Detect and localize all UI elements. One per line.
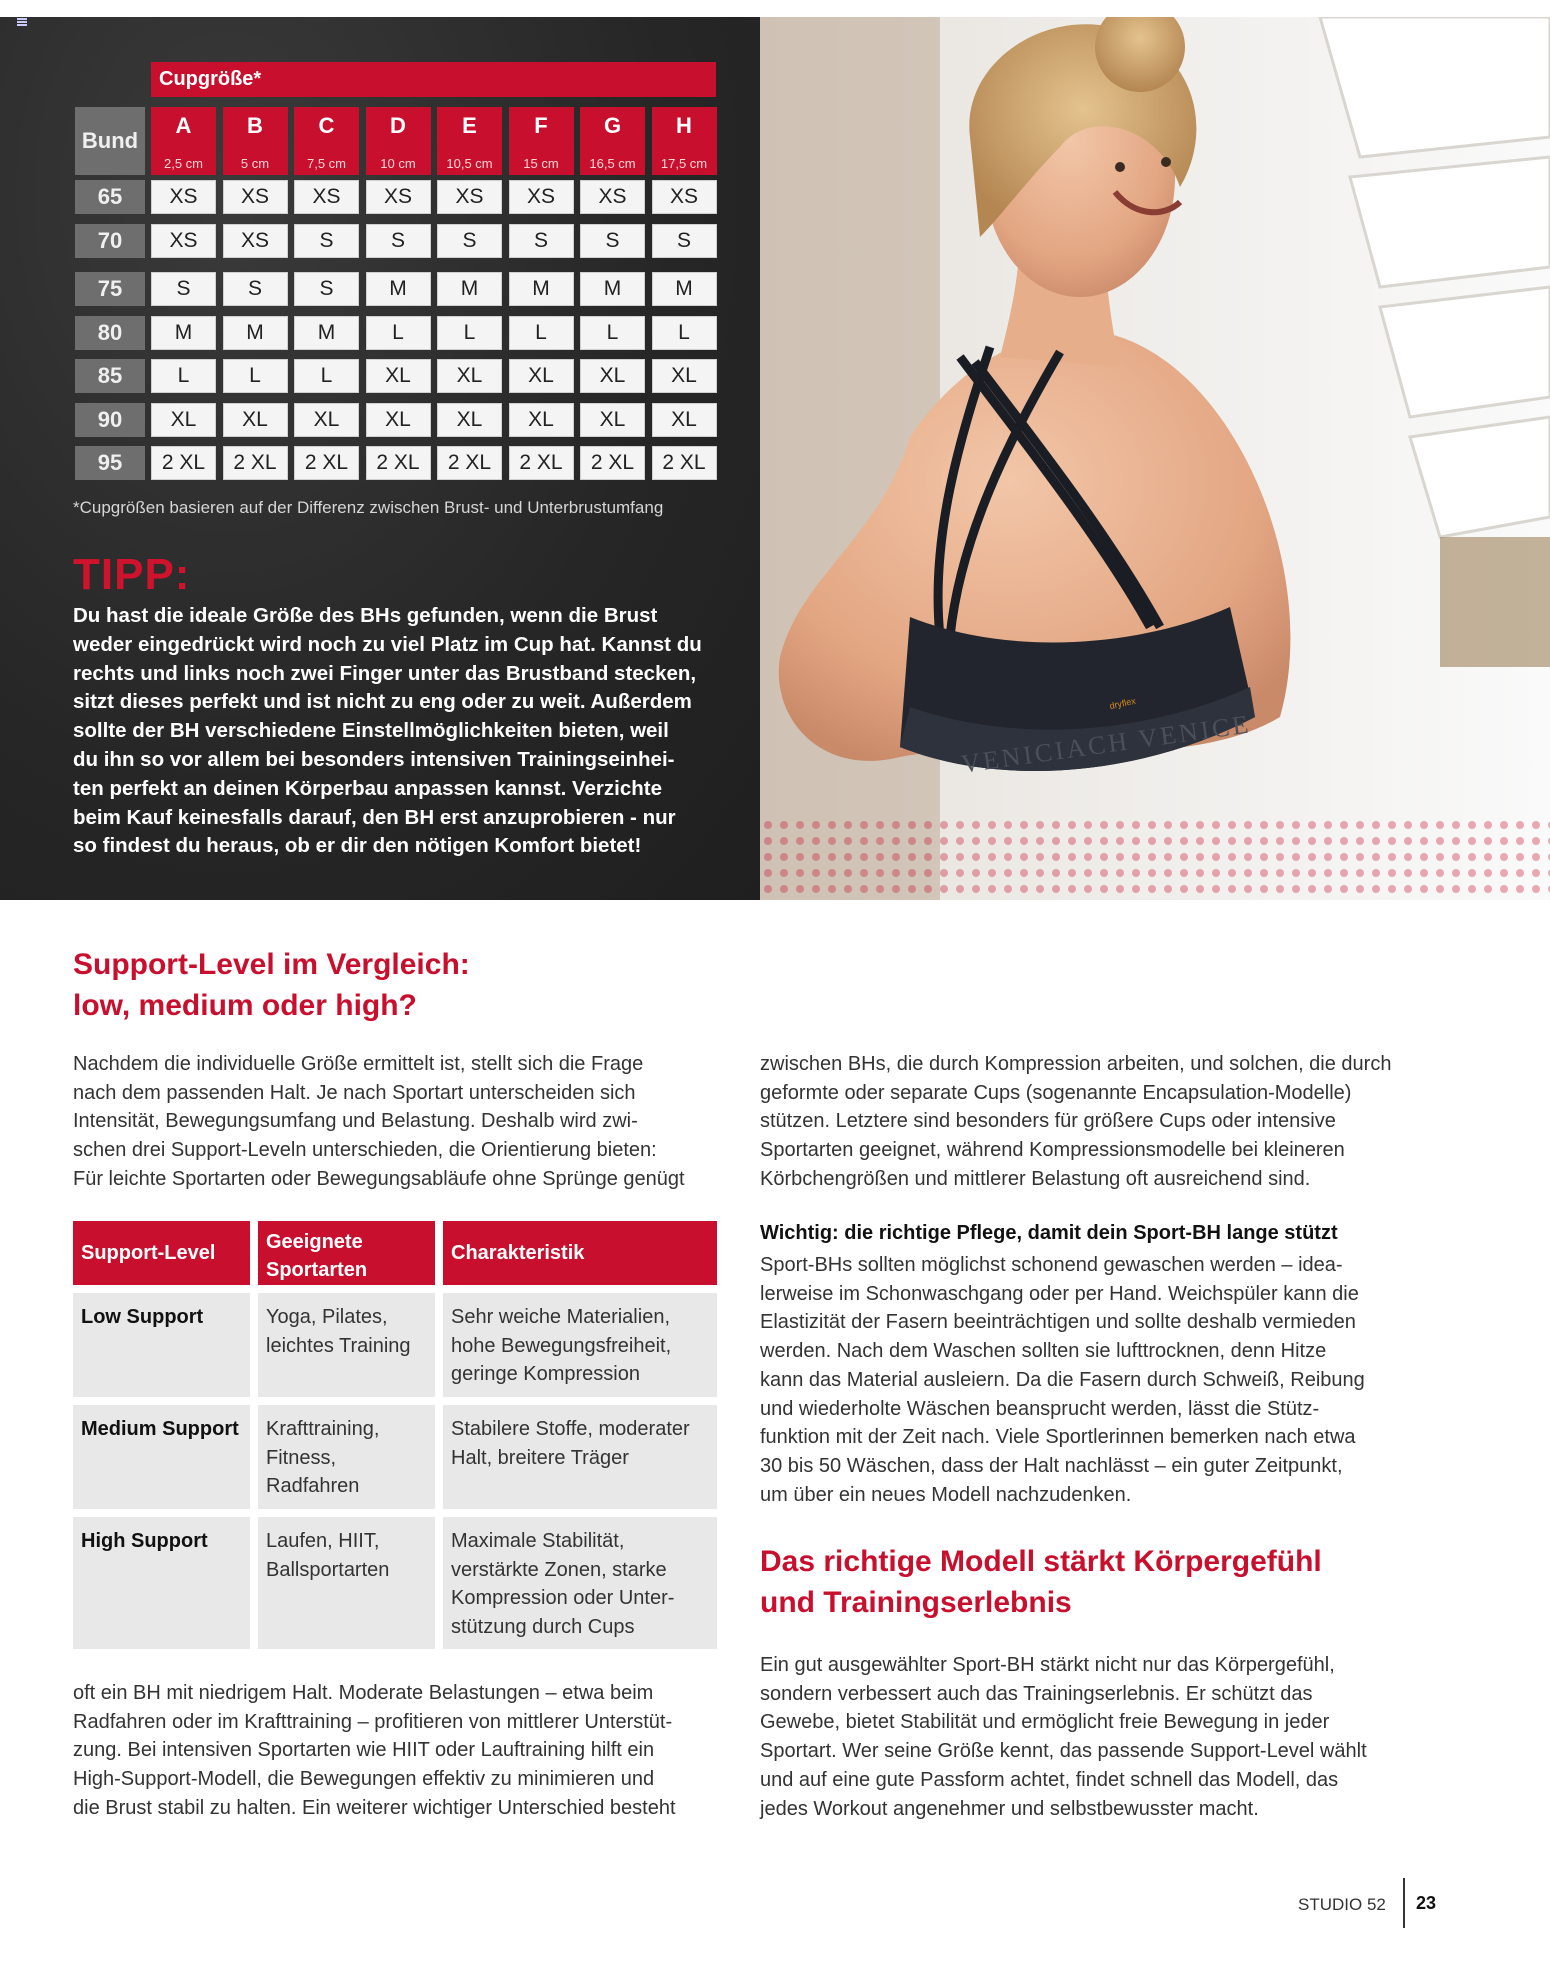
size-cell: 2 XL — [294, 446, 359, 480]
size-cell: M — [437, 272, 502, 306]
text-line: um über ein neues Modell nachzudenken. — [760, 1483, 1132, 1506]
size-cell: L — [437, 316, 502, 350]
support-table-header-level: Support-Level — [73, 1221, 250, 1285]
text-line: Nachdem die individuelle Größe ermittelt ist, stellt sich die Frage — [73, 1053, 644, 1075]
text-line: geformte oder separate Cups (sogenannte Encapsulation-Modelle) — [760, 1081, 1352, 1104]
size-cell: M — [509, 272, 574, 306]
magazine-name: STUDIO 52 — [1298, 1895, 1386, 1914]
size-cell: 2 XL — [652, 446, 717, 480]
bund-value: 90 — [75, 403, 145, 437]
bund-value: 85 — [75, 359, 145, 393]
cup-size-header: Cupgröße* — [151, 62, 716, 97]
size-cell: S — [151, 272, 216, 306]
cup-letter: C — [318, 113, 335, 138]
size-cell: M — [223, 316, 288, 350]
size-cell: 2 XL — [366, 446, 431, 480]
text-line: und auf eine gute Passform achtet, findet schnell das Modell, das — [760, 1768, 1339, 1791]
size-cell: XS — [294, 180, 359, 214]
size-cell: XS — [652, 180, 717, 214]
text-line: Sportarten geeignet, während Kompressionsmodelle bei kleineren — [760, 1139, 1345, 1162]
text-line: lerweise im Schonwaschgang oder per Hand. Weichspüler kann die — [760, 1282, 1359, 1305]
support-sports-medium: Krafttraining, Fitness, Radfahren — [258, 1405, 435, 1509]
size-cell: XL — [437, 359, 502, 393]
size-cell: L — [652, 316, 717, 350]
intro-right-text — [760, 1050, 1405, 1194]
support-sports-high: Laufen, HIIT, Ballsportarten — [258, 1517, 435, 1649]
size-cell: XS — [223, 180, 288, 214]
size-cell: XL — [151, 403, 216, 437]
text-line: Gewebe, bietet Stabilität und ermöglicht freie Bewegung in jeder — [760, 1711, 1330, 1734]
support-level-high: High Support — [73, 1517, 250, 1649]
size-cell: XL — [580, 403, 645, 437]
support-char-low: Sehr weiche Materialien, hohe Bewegungsfreiheit, geringe Kompression — [443, 1293, 717, 1397]
bund-header: Bund — [75, 107, 145, 175]
size-cell: S — [509, 224, 574, 258]
text-line: Für leichte Sportarten oder Bewegungsabläufe ohne Sprünge genügt — [73, 1167, 685, 1190]
support-char-high: Maximale Stabilität, verstärkte Zonen, starke Kompression oder Unter-stützung durch Cups — [443, 1517, 717, 1649]
cup-column-header — [151, 107, 216, 175]
bund-value: 75 — [75, 272, 145, 306]
size-cell: L — [366, 316, 431, 350]
bund-value: 80 — [75, 316, 145, 350]
size-cell: XL — [509, 403, 574, 437]
text-line: nach dem passenden Halt. Je nach Sportart unterscheiden sich — [73, 1081, 636, 1104]
cup-column-header — [652, 107, 717, 175]
size-cell: 2 XL — [509, 446, 574, 480]
size-cell: XS — [509, 180, 574, 214]
band-print: VENICIACH VENICE — [959, 709, 1253, 779]
cup-letter: H — [676, 113, 692, 138]
size-cell: XS — [366, 180, 431, 214]
tipp-line: rechts und links noch zwei Finger unter das Brustband stecken, — [73, 661, 697, 685]
text-line: Ein gut ausgewählter Sport-BH stärkt nicht nur das Körpergefühl, — [760, 1654, 1335, 1676]
footer-divider — [1403, 1878, 1405, 1928]
intro-left-text — [73, 1050, 718, 1194]
care-title: Wichtig: die richtige Pflege, damit dein Sport-BH lange stützt — [760, 1222, 1338, 1244]
sports-bra-photo — [760, 17, 1550, 900]
text-line: funktion mit der Zeit nach. Viele Sportlerinnen bemerken nach etwa — [760, 1426, 1356, 1449]
size-cell: XL — [294, 403, 359, 437]
model-title — [760, 1541, 1460, 1623]
text-line: High-Support-Modell, die Bewegungen effektiv zu minimieren und — [73, 1768, 655, 1791]
size-cell: S — [580, 224, 645, 258]
size-cell: L — [580, 316, 645, 350]
cup-difference: 10 cm — [380, 156, 416, 171]
size-cell: L — [509, 316, 574, 350]
bund-value: 65 — [75, 180, 145, 214]
text-line: zwischen BHs, die durch Kompression arbeiten, und solchen, die durch — [760, 1053, 1392, 1075]
text-line: jedes Workout angenehmer und selbstbewusster macht. — [760, 1797, 1259, 1820]
text-line: Sport-BHs sollten möglichst schonend gewaschen werden – idea- — [760, 1254, 1343, 1276]
size-cell: L — [151, 359, 216, 393]
model-title-line: Das richtige Modell stärkt Körpergefühl — [760, 1545, 1322, 1578]
tipp-text — [73, 602, 723, 861]
text-line: Körbchengrößen und mittlerer Belastung oft ausreichend sind. — [760, 1167, 1311, 1190]
support-table-header-characteristics: Charakteristik — [443, 1221, 717, 1285]
cup-letter: F — [534, 113, 548, 138]
size-cell: S — [294, 272, 359, 306]
size-cell: S — [652, 224, 717, 258]
text-line: die Brust stabil zu halten. Ein weiterer wichtiger Unterschied besteht — [73, 1796, 676, 1819]
support-level-medium: Medium Support — [73, 1405, 250, 1509]
support-title-line: low, medium oder high? — [73, 989, 417, 1022]
text-line: Elastizität der Fasern beeinträchtigen und sollte deshalb vermieden — [760, 1311, 1356, 1334]
support-char-medium: Stabilere Stoffe, moderater Halt, breitere Träger — [443, 1405, 717, 1509]
text-line: schen drei Support-Leveln unterschieden, die Orientierung bieten: — [73, 1139, 657, 1162]
cup-column-header — [294, 107, 359, 175]
size-cell: L — [294, 359, 359, 393]
cup-letter: G — [603, 113, 622, 138]
size-cell: M — [366, 272, 431, 306]
support-title-line: Support-Level im Vergleich: — [73, 948, 470, 981]
cup-difference: 7,5 cm — [306, 156, 346, 171]
size-cell: 2 XL — [223, 446, 288, 480]
text-line: kann das Material ausleiern. Da die Fasern durch Schweiß, Reibung — [760, 1368, 1365, 1391]
size-cell: S — [223, 272, 288, 306]
cup-difference: 15 cm — [523, 156, 559, 171]
tipp-line: weder eingedrückt wird noch zu viel Platz im Cup hat. Kannst du — [73, 632, 702, 656]
cup-letter: A — [175, 113, 192, 138]
size-chart-footnote: *Cupgrößen basieren auf der Differenz zwischen Brust- und Unterbrustumfang — [73, 498, 664, 517]
tipp-title: TIPP: — [73, 550, 191, 599]
tipp-line: so findest du heraus, ob er dir den nötigen Komfort bietet! — [73, 834, 642, 858]
size-cell: 2 XL — [437, 446, 502, 480]
top-bar — [0, 0, 1550, 17]
size-cell: M — [652, 272, 717, 306]
size-cell: S — [294, 224, 359, 258]
size-cell: XS — [151, 180, 216, 214]
size-cell: XL — [366, 403, 431, 437]
tipp-line: sitzt dieses perfekt und ist nicht zu eng oder zu weit. Außerdem — [73, 690, 692, 714]
text-line: Sportart. Wer seine Größe kennt, das passende Support-Level wählt — [760, 1740, 1367, 1763]
size-cell: XL — [223, 403, 288, 437]
size-cell: XL — [580, 359, 645, 393]
photo-illustration — [760, 17, 1550, 900]
tipp-line: sollte der BH verschiedene Einstellmöglichkeiten bieten, weil — [73, 719, 669, 743]
tipp-line: ten perfekt an deinen Körperbau anpassen kannst. Verzichte — [73, 776, 662, 800]
cup-difference: 16,5 cm — [589, 156, 636, 171]
text-line: werden. Nach dem Waschen sollten sie lufttrocknen, denn Hitze — [760, 1340, 1327, 1363]
text-line: Radfahren oder im Krafttraining – profitieren von mittlerer Unterstüt- — [73, 1710, 673, 1733]
menu-icon[interactable] — [17, 18, 27, 26]
size-cell: S — [437, 224, 502, 258]
size-cell: M — [151, 316, 216, 350]
cup-difference: 5 cm — [240, 156, 270, 171]
after-table-text — [73, 1679, 718, 1823]
size-cell: M — [294, 316, 359, 350]
model-title-line: und Trainingserlebnis — [760, 1586, 1072, 1619]
model-text — [760, 1651, 1405, 1823]
cup-column-header — [366, 107, 431, 175]
size-cell: XS — [223, 224, 288, 258]
text-line: sondern verbessert auch das Trainingserlebnis. Er schützt das — [760, 1682, 1313, 1705]
text-line: oft ein BH mit niedrigem Halt. Moderate Belastungen – etwa beim — [73, 1682, 654, 1704]
support-level-low: Low Support — [73, 1293, 250, 1397]
size-cell: XL — [652, 403, 717, 437]
cup-difference: 10,5 cm — [446, 156, 493, 171]
cup-letter: B — [247, 113, 263, 138]
text-line: zung. Bei intensiven Sportarten wie HIIT oder Lauftraining hilft ein — [73, 1739, 655, 1762]
size-cell: 2 XL — [580, 446, 645, 480]
size-cell: XS — [580, 180, 645, 214]
page-number: 23 — [1416, 1893, 1437, 1913]
support-table-header-sports: Geeignete Sportarten — [258, 1221, 435, 1285]
brand-logo: dryflex — [1108, 695, 1137, 712]
tipp-line: Du hast die ideale Größe des BHs gefunden, wenn die Brust — [73, 604, 658, 627]
size-cell: XL — [437, 403, 502, 437]
support-sports-low: Yoga, Pilates, leichtes Training — [258, 1293, 435, 1397]
size-cell: XS — [151, 224, 216, 258]
size-cell: XL — [366, 359, 431, 393]
text-line: 30 bis 50 Wäschen, dass der Halt nachlässt – ein guter Zeitpunkt, — [760, 1454, 1343, 1477]
size-cell: L — [223, 359, 288, 393]
cup-column-header — [580, 107, 645, 175]
text-line: Intensität, Bewegungsumfang und Belastung. Deshalb wird zwi- — [73, 1110, 638, 1133]
cup-column-header — [509, 107, 574, 175]
size-cell: S — [366, 224, 431, 258]
tipp-line: du ihn so vor allem bei besonders intensiven Trainingseinhei- — [73, 747, 675, 771]
support-level-title — [73, 944, 733, 1026]
size-cell: XL — [509, 359, 574, 393]
cup-column-header — [223, 107, 288, 175]
care-text — [760, 1251, 1405, 1509]
text-line: stützen. Letztere sind besonders für größere Cups oder intensive — [760, 1110, 1336, 1133]
bund-value: 70 — [75, 224, 145, 258]
cup-difference: 17,5 cm — [660, 156, 708, 171]
size-cell: XL — [652, 359, 717, 393]
bund-value: 95 — [75, 446, 145, 480]
size-cell: XS — [437, 180, 502, 214]
cup-column-header — [437, 107, 502, 175]
cup-letter: D — [390, 113, 406, 138]
text-line: und wiederholte Wäschen beansprucht werden, lässt die Stütz- — [760, 1397, 1320, 1420]
size-cell: 2 XL — [151, 446, 216, 480]
cup-difference: 2,5 cm — [163, 156, 203, 171]
size-cell: M — [580, 272, 645, 306]
tipp-line: beim Kauf keinesfalls darauf, den BH erst anzuprobieren - nur — [73, 805, 676, 829]
cup-letter: E — [462, 113, 477, 138]
